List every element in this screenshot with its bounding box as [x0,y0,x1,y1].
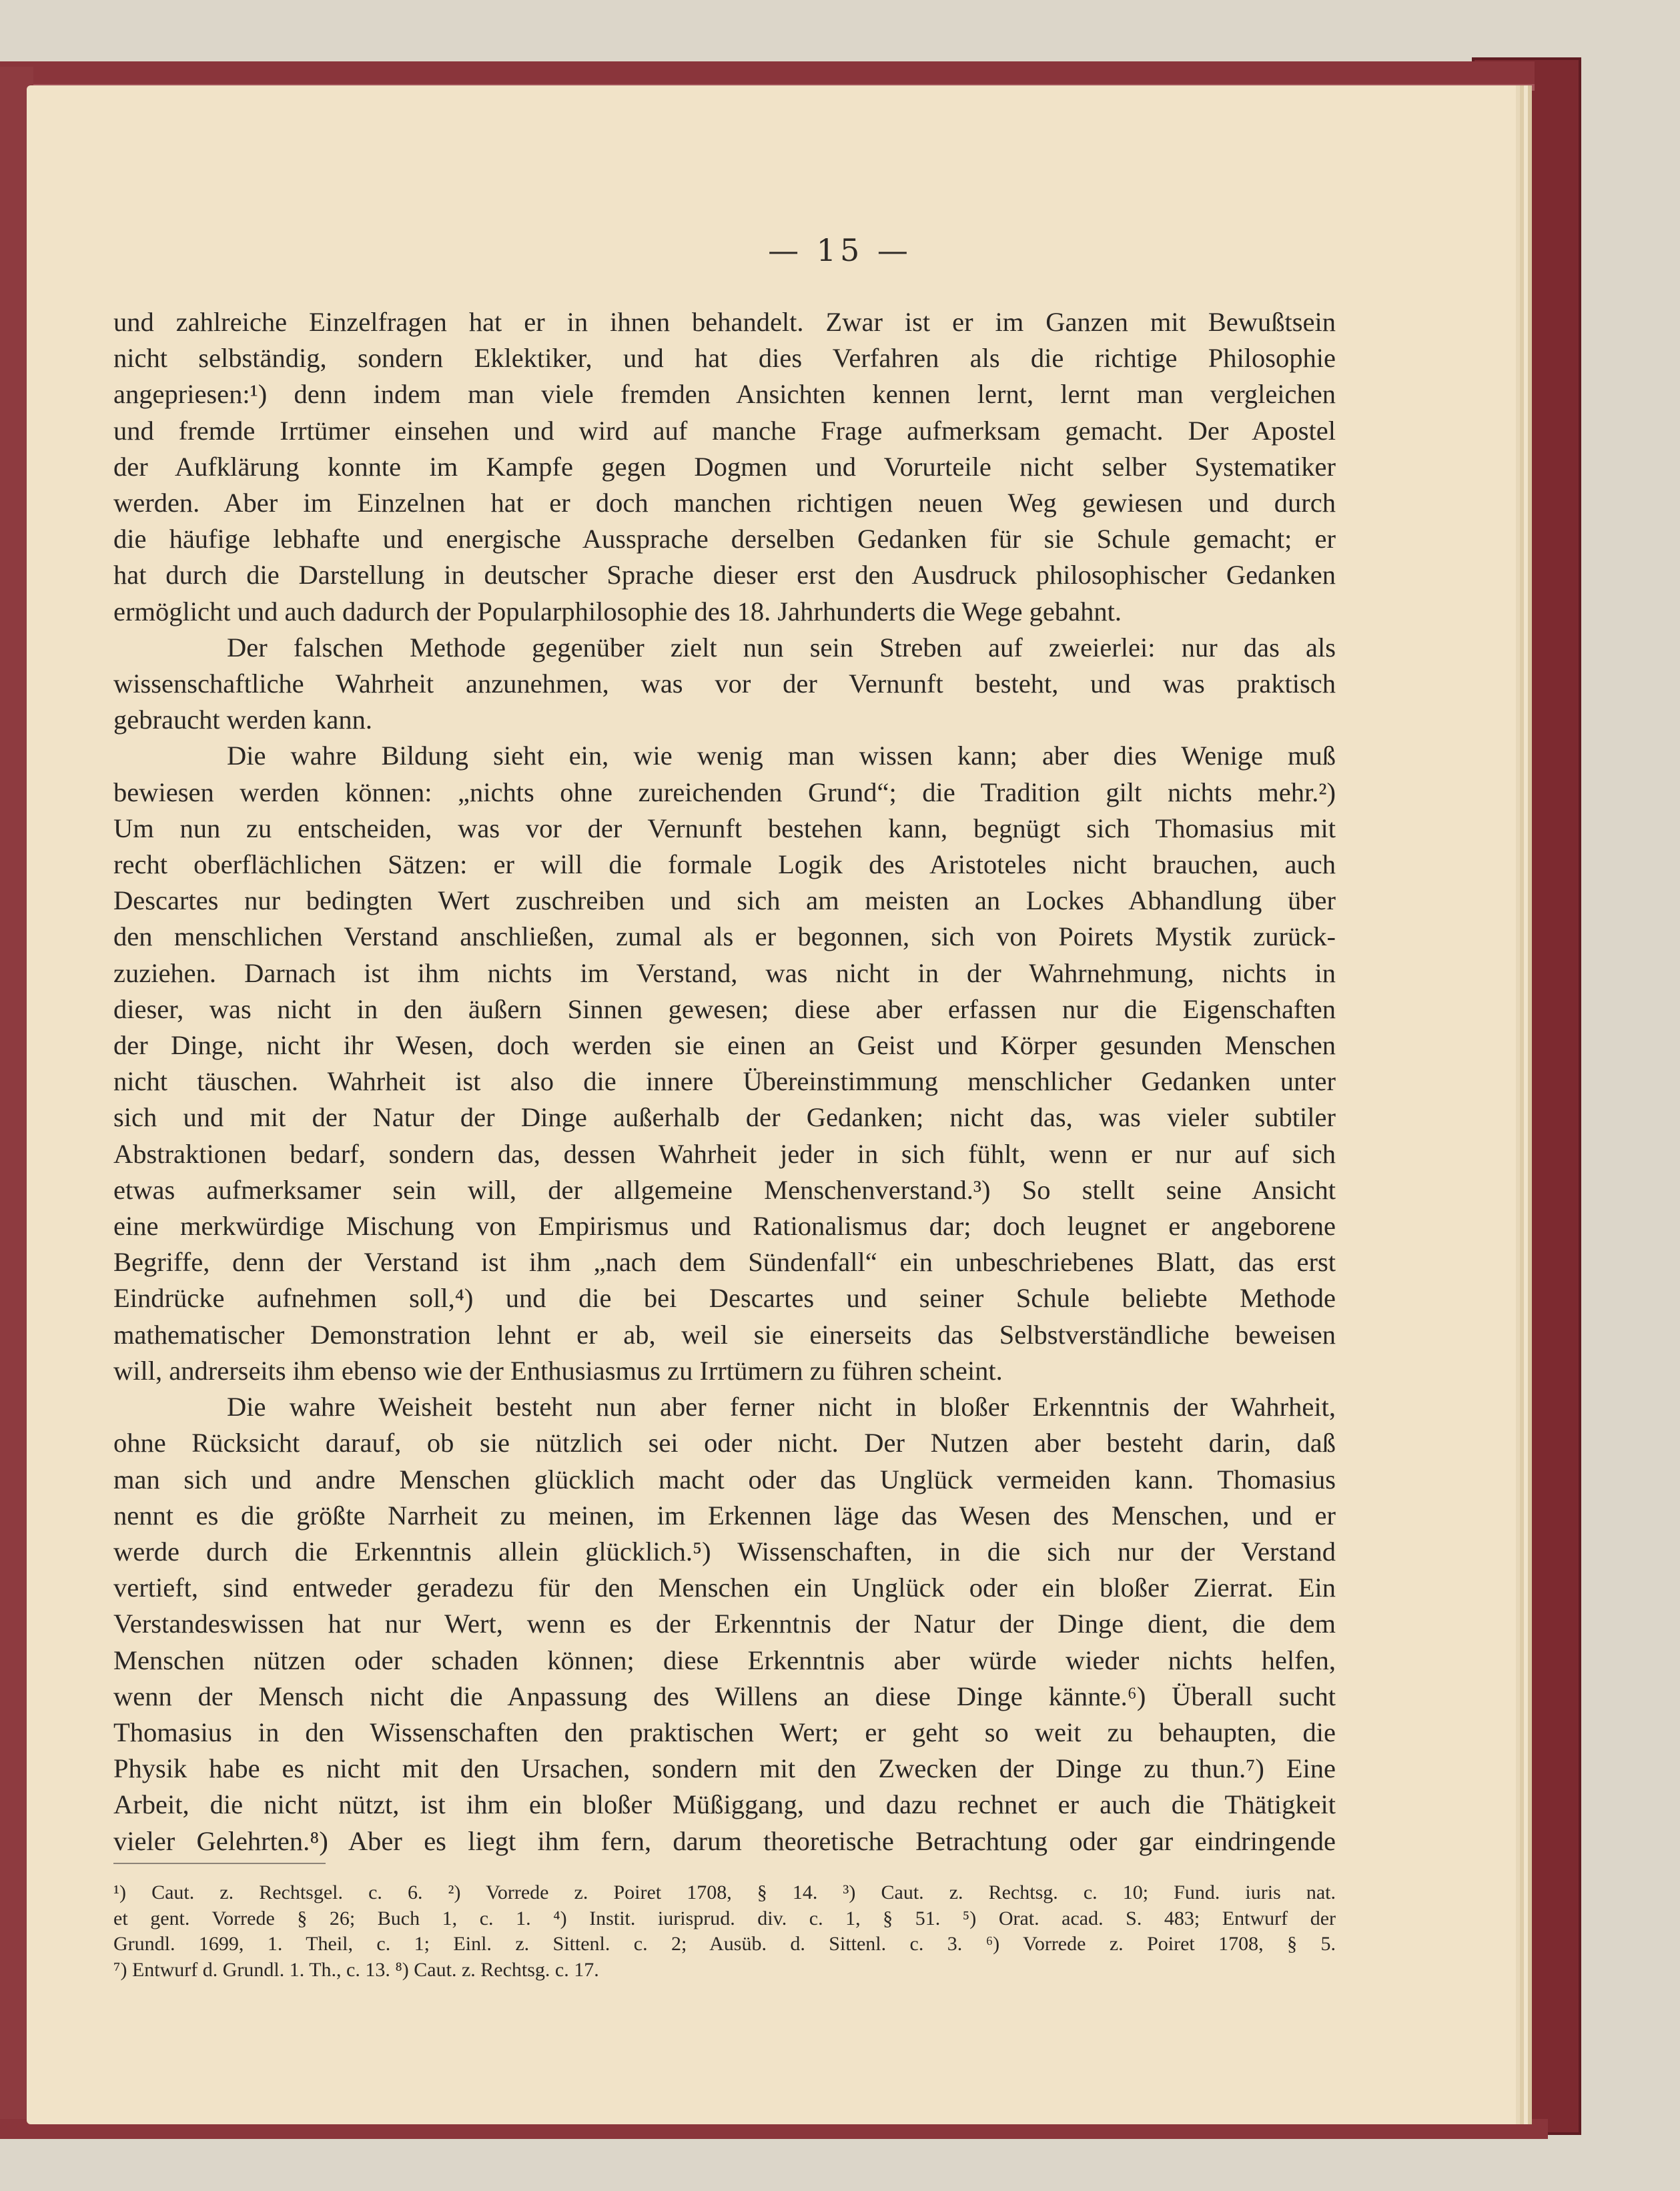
text-line: Der falschen Methode gegenüber zielt nun sein Streben auf zweierlei: nur das als [227,632,1336,663]
text-line: etwas aufmerksamer sein will, der allgemeine Menschenverstand.³) So stellt seine Ansicht [113,1174,1336,1205]
text-line: zuziehen. Darnach ist ihm nichts im Verstand, was nicht in der Wahrnehmung, nichts in [113,957,1336,988]
text-line: der Aufklärung konnte im Kampfe gegen Dogmen und Vorurteile nicht selber Systematiker [113,451,1336,482]
text-line: Die wahre Bildung sieht ein, wie wenig man wissen kann; aber dies Wenige muß [227,741,1336,771]
text-line: Verstandeswissen hat nur Wert, wenn es der Erkenntnis der Natur der Dinge dient, die dem [113,1609,1336,1639]
text-line: Eindrücke aufnehmen soll,⁴) und die bei Descartes und seiner Schule beliebte Methode [113,1283,1336,1314]
text-line: und zahlreiche Einzelfragen hat er in ihnen behandelt. Zwar ist er im Ganzen mit Bewußtsein [113,307,1336,337]
footnote-line: ¹) Caut. z. Rechtsgel. c. 6. ²) Vorrede z. Poiret 1708, § 14. ³) Caut. z. Rechtsg. c. 10; Fund. iuris nat. [113,1881,1336,1903]
text-line: Begriffe, denn der Verstand ist ihm „nach dem Sündenfall“ ein unbeschriebenes Blatt, das erst [113,1247,1336,1278]
footnote-line: ⁷) Entwurf d. Grundl. 1. Th., c. 13. ⁸) Caut. z. Rechtsg. c. 17. [113,1958,599,1981]
text-line: werden. Aber im Einzelnen hat er doch manchen richtigen neuen Weg gewiesen und durch [113,488,1336,518]
text-line: Thomasius in den Wissenschaften den praktischen Wert; er geht so weit zu behaupten, die [113,1717,1336,1747]
text-line: Abstraktionen bedarf, sondern das, dessen Wahrheit jeder in sich fühlt, wenn er nur auf sich [113,1138,1336,1169]
text-line: der Dinge, nicht ihr Wesen, doch werden sie einen an Geist und Körper gesunden Menschen [113,1030,1336,1061]
body-text [113,304,1336,1859]
text-line: vieler Gelehrten.⁸) Aber es liegt ihm fern, darum theoretische Betrachtung oder gar eindringende [113,1825,1336,1856]
text-line: man sich und andre Menschen glücklich macht oder das Unglück vermeiden kann. Thomasius [113,1464,1336,1494]
text-line: Descartes nur bedingten Wert zuschreiben und sich am meisten an Lockes Abhandlung über [113,885,1336,916]
text-line: ohne Rücksicht darauf, ob sie nützlich sei oder nicht. Der Nutzen aber besteht darin, daß [113,1428,1336,1458]
text-line: Die wahre Weisheit besteht nun aber ferner nicht in bloßer Erkenntnis der Wahrheit, [227,1392,1336,1422]
text-line: Physik habe es nicht mit den Ursachen, sondern mit den Zwecken der Dinge zu thun.⁷) Eine [113,1753,1336,1784]
text-line: hat durch die Darstellung in deutscher Sprache dieser erst den Ausdruck philosophischer Gedanken [113,560,1336,590]
text-line: recht oberflächlichen Sätzen: er will die formale Logik des Aristoteles nicht brauchen, auch [113,849,1336,880]
text-line: eine merkwürdige Mischung von Empirismus und Rationalismus dar; doch leugnet er angeborene [113,1211,1336,1242]
text-line: Arbeit, die nicht nützt, ist ihm ein bloßer Müßiggang, und dazu rechnet er auch die Thätigkeit [113,1789,1336,1820]
text-line: nicht täuschen. Wahrheit ist also die innere Übereinstimmung menschlicher Gedanken unter [113,1066,1336,1097]
footnotes [113,1880,1336,1983]
text-line: sich und mit der Natur der Dinge außerhalb der Gedanken; nicht das, was vieler subtiler [113,1102,1336,1133]
text-line: gebraucht werden kann. [113,705,372,735]
text-line: nennt es die größte Narrheit zu meinen, im Erkennen läge das Wesen des Menschen, und er [113,1500,1336,1530]
text-line: die häufige lebhafte und energische Aussprache derselben Gedanken für sie Schule gemacht; er [113,524,1336,554]
text-line: wenn der Mensch nicht die Anpassung des Willens an diese Dinge kännte.⁶) Überall sucht [113,1681,1336,1711]
page-number-header: — 15 — [768,232,912,268]
text-line: mathematischer Demonstration lehnt er ab, weil sie einerseits das Selbstverständliche beweisen [113,1319,1336,1350]
text-line: den menschlichen Verstand anschließen, zumal als er begonnen, sich von Poirets Mystik zurück- [113,921,1336,952]
text-line: wissenschaftliche Wahrheit anzunehmen, was vor der Vernunft besteht, und was praktisch [113,669,1336,699]
text-line: vertieft, sind entweder geradezu für den Menschen ein Unglück oder ein bloßer Zierrat. Ein [113,1573,1336,1603]
text-line: dieser, was nicht in den äußern Sinnen gewesen; diese aber erfassen nur die Eigenschaften [113,993,1336,1024]
text-line: Um nun zu entscheiden, was vor der Vernunft bestehen kann, begnügt sich Thomasius mit [113,813,1336,843]
text-line: bewiesen werden können: „nichts ohne zureichenden Grund“; die Tradition gilt nichts mehr.²) [113,777,1336,807]
footnote-line: et gent. Vorrede § 26; Buch 1, c. 1. ⁴) Instit. iurisprud. div. c. 1, § 51. ⁵) Orat. acad. S. 483; Entwurf der [113,1907,1336,1929]
text-line: und fremde Irrtümer einsehen und wird auf manche Frage aufmerksam gemacht. Der Apostel [113,415,1336,446]
text-line: angepriesen:¹) denn indem man viele fremden Ansichten kennen lernt, lernt man vergleichen [113,379,1336,410]
text-line: ermöglicht und auch dadurch der Popularphilosophie des 18. Jahrhunderts die Wege gebahnt. [113,596,1122,626]
footnote-line: Grundl. 1699, 1. Theil, c. 1; Einl. z. Sittenl. c. 2; Ausüb. d. Sittenl. c. 3. ⁶) Vorrede z. Poiret 1708, § 5. [113,1933,1336,1955]
text-line: Menschen nützen oder schaden können; diese Erkenntnis aber würde wieder nichts helfen, [113,1645,1336,1675]
footnote-divider [113,1863,326,1864]
text-line: werde durch die Erkenntnis allein glücklich.⁵) Wissenschaften, in die sich nur der Verstand [113,1536,1336,1567]
text-line: will, andrerseits ihm ebenso wie der Enthusiasmus zu Irrtümern zu führen scheint. [113,1355,1003,1386]
text-line: nicht selbständig, sondern Eklektiker, und hat dies Verfahren als die richtige Philosophie [113,343,1336,374]
